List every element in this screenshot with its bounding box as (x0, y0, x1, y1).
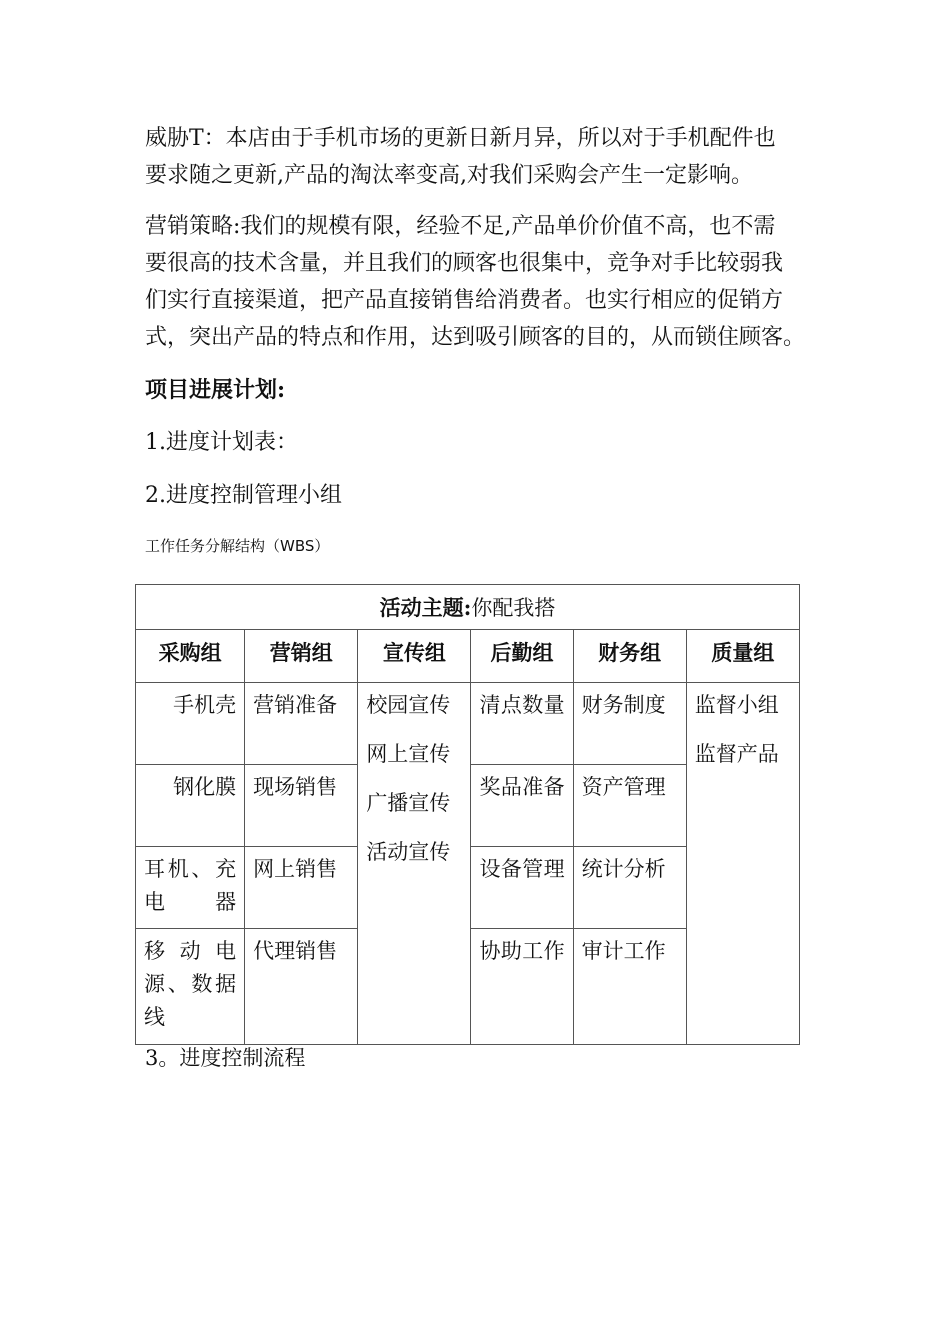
text-line: 营销策略:我们的规模有限，经验不足,产品单价价值不高，也不需 (145, 214, 776, 239)
table-row (136, 683, 800, 765)
table-cell: 财务制度 (573, 683, 686, 765)
table-cell: 手机壳 (136, 683, 245, 765)
table-cell: 清点数量 (471, 683, 573, 765)
quality-cell (686, 683, 799, 1045)
table-cell: 资产管理 (573, 765, 686, 847)
table-cell: 审计工作 (573, 929, 686, 1045)
table-cell: 奖品准备 (471, 765, 573, 847)
threat-paragraph (145, 120, 815, 194)
table-title-row (136, 585, 800, 630)
list-item: 1.进度计划表： (145, 430, 298, 455)
list-item: 校园宣传 (366, 693, 451, 717)
table-cell: 现场销售 (245, 765, 358, 847)
table-header-row (136, 630, 800, 683)
table-cell: 耳机、充电器 (136, 847, 245, 929)
plan-heading: 项目进展计划: (145, 377, 286, 403)
table-cell: 钢化膜 (136, 765, 245, 847)
list-item: 3。进度控制流程 (145, 1046, 306, 1070)
title-rest: 你配我搭 (471, 596, 556, 620)
table-cell: 代理销售 (245, 929, 358, 1045)
publicity-cell (358, 683, 471, 1045)
header-cell: 后勤组 (471, 630, 573, 683)
header-cell: 财务组 (573, 630, 686, 683)
table-cell: 协助工作 (471, 929, 573, 1045)
list-item: 广播宣传 (366, 791, 451, 815)
text-line: 要很高的技术含量，并且我们的顾客也很集中，竞争对手比较弱我 (145, 251, 784, 276)
wbs-table (135, 584, 800, 1045)
table-cell: 移动电源、数据线 (136, 929, 245, 1045)
table-cell: 网上销售 (245, 847, 358, 929)
header-cell: 采购组 (136, 630, 245, 683)
header-cell: 质量组 (686, 630, 799, 683)
text-line: 们实行直接渠道，把产品直接销售给消费者。也实行相应的促销方 (145, 288, 784, 313)
list-item: 网上宣传 (366, 742, 451, 766)
table-cell: 统计分析 (573, 847, 686, 929)
table-title (136, 585, 800, 630)
table-cell: 设备管理 (471, 847, 573, 929)
list-item: 监督产品 (694, 742, 779, 766)
text-line: 式，突出产品的特点和作用，达到吸引顾客的目的，从而锁住顾客。 (145, 325, 806, 350)
list-item: 活动宣传 (366, 840, 451, 864)
text-line: 威胁T：本店由于手机市场的更新日新月异，所以对于手机配件也 (145, 126, 776, 151)
strategy-paragraph (145, 208, 815, 356)
table-cell: 营销准备 (245, 683, 358, 765)
list-item: 监督小组 (694, 693, 779, 717)
header-cell: 营销组 (245, 630, 358, 683)
header-cell: 宣传组 (358, 630, 471, 683)
text-line: 要求随之更新,产品的淘汰率变高,对我们采购会产生一定影响。 (145, 163, 753, 188)
title-bold: 活动主题: (379, 595, 472, 620)
wbs-caption: 工作任务分解结构（WBS） (145, 537, 330, 555)
list-item: 2.进度控制管理小组 (145, 483, 342, 508)
